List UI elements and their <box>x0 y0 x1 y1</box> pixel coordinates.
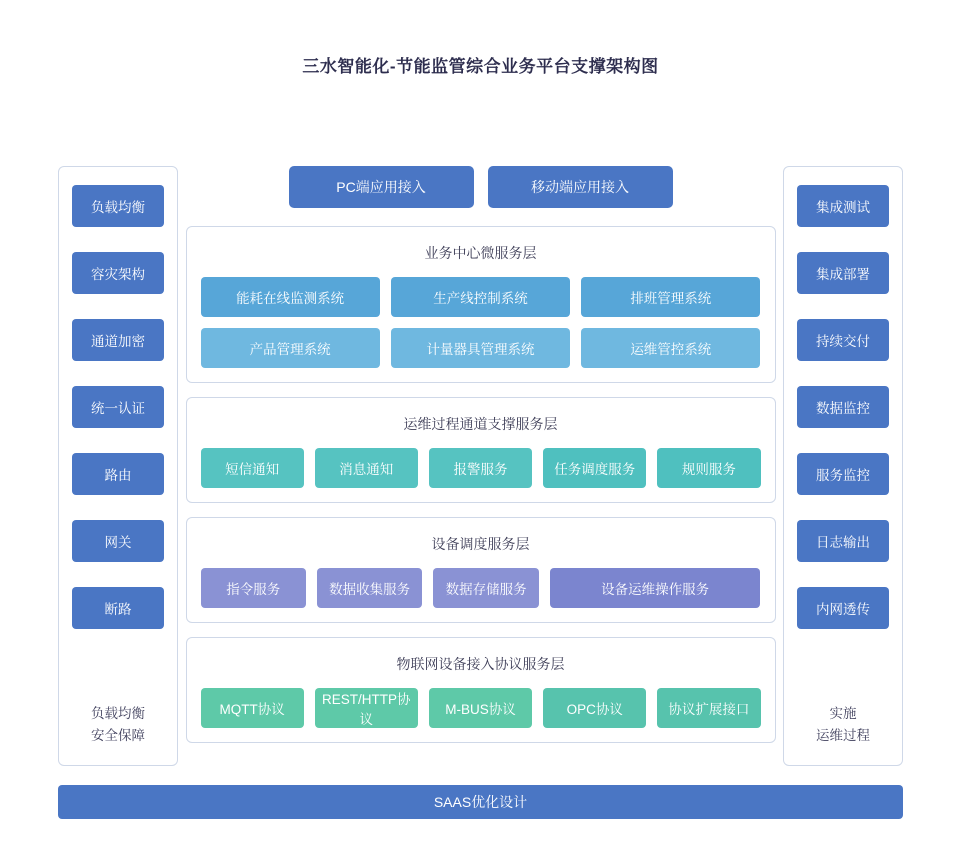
layer-title-device-scheduling: 设备调度服务层 <box>431 536 530 552</box>
left-item-gateway[interactable]: 网关 <box>72 520 164 562</box>
service-sms-notification[interactable]: 短信通知 <box>201 448 304 488</box>
service-data-collection[interactable]: 数据收集服务 <box>317 568 422 608</box>
right-item-log-output[interactable]: 日志输出 <box>797 520 889 562</box>
page-title: 三水智能化-节能监管综合业务平台支撑架构图 <box>302 57 659 76</box>
service-production-line-control[interactable]: 生产线控制系统 <box>391 277 570 317</box>
left-item-load-balance[interactable]: 负载均衡 <box>72 185 164 227</box>
architecture-diagram <box>58 166 903 766</box>
layer-row <box>201 688 761 728</box>
protocol-rest-http[interactable]: REST/HTTP协议 <box>315 688 418 728</box>
layer-title-ops-channel: 运维过程通道支撑服务层 <box>403 416 558 432</box>
center-column <box>186 166 776 757</box>
protocol-opc[interactable]: OPC协议 <box>543 688 646 728</box>
service-device-ops-operation[interactable]: 设备运维操作服务 <box>550 568 761 608</box>
left-item-disaster-recovery[interactable]: 容灾架构 <box>72 252 164 294</box>
entry-mobile-app[interactable]: 移动端应用接入 <box>488 166 673 208</box>
protocol-mqtt[interactable]: MQTT协议 <box>201 688 304 728</box>
left-support-panel <box>58 166 178 766</box>
layer-row <box>201 277 761 317</box>
protocol-mbus[interactable]: M-BUS协议 <box>429 688 532 728</box>
right-item-service-monitoring[interactable]: 服务监控 <box>797 453 889 495</box>
left-item-circuit-breaker[interactable]: 断路 <box>72 587 164 629</box>
service-metering-device-management[interactable]: 计量器具管理系统 <box>391 328 570 368</box>
saas-optimization-bar[interactable]: SAAS优化设计 <box>58 785 903 819</box>
left-item-routing[interactable]: 路由 <box>72 453 164 495</box>
right-item-data-monitoring[interactable]: 数据监控 <box>797 386 889 428</box>
right-item-continuous-delivery[interactable]: 持续交付 <box>797 319 889 361</box>
protocol-extension-interface[interactable]: 协议扩展接口 <box>657 688 760 728</box>
service-data-storage[interactable]: 数据存储服务 <box>433 568 538 608</box>
layer-iot-protocol <box>186 637 776 743</box>
left-item-channel-encryption[interactable]: 通道加密 <box>72 319 164 361</box>
right-footer-line-1: 实施 <box>829 706 857 721</box>
entry-pc-app[interactable]: PC端应用接入 <box>289 166 474 208</box>
layer-row <box>201 568 761 608</box>
right-item-intranet-passthrough[interactable]: 内网透传 <box>797 587 889 629</box>
right-item-integration-deploy[interactable]: 集成部署 <box>797 252 889 294</box>
left-footer-line-2: 安全保障 <box>91 728 145 743</box>
layer-row <box>201 448 761 488</box>
layer-title-iot-protocol: 物联网设备接入协议服务层 <box>396 656 565 672</box>
layer-row <box>201 328 761 368</box>
service-rules[interactable]: 规则服务 <box>657 448 760 488</box>
service-ops-control[interactable]: 运维管控系统 <box>581 328 760 368</box>
right-panel-footer <box>816 703 870 751</box>
service-alarm[interactable]: 报警服务 <box>429 448 532 488</box>
layer-title-business: 业务中心微服务层 <box>424 245 537 261</box>
service-product-management[interactable]: 产品管理系统 <box>201 328 380 368</box>
application-entries <box>186 166 776 208</box>
service-message-notification[interactable]: 消息通知 <box>315 448 418 488</box>
left-panel-footer <box>91 703 145 751</box>
service-shift-management[interactable]: 排班管理系统 <box>581 277 760 317</box>
service-command[interactable]: 指令服务 <box>201 568 306 608</box>
service-task-scheduling[interactable]: 任务调度服务 <box>543 448 646 488</box>
left-footer-line-1: 负载均衡 <box>91 706 145 721</box>
right-item-integration-test[interactable]: 集成测试 <box>797 185 889 227</box>
layer-business-microservices <box>186 226 776 383</box>
right-footer-line-2: 运维过程 <box>816 728 870 743</box>
service-energy-monitoring[interactable]: 能耗在线监测系统 <box>201 277 380 317</box>
layer-ops-channel-support <box>186 397 776 503</box>
left-item-unified-auth[interactable]: 统一认证 <box>72 386 164 428</box>
diagram-columns <box>58 166 903 766</box>
layer-device-scheduling <box>186 517 776 623</box>
right-support-panel <box>783 166 903 766</box>
